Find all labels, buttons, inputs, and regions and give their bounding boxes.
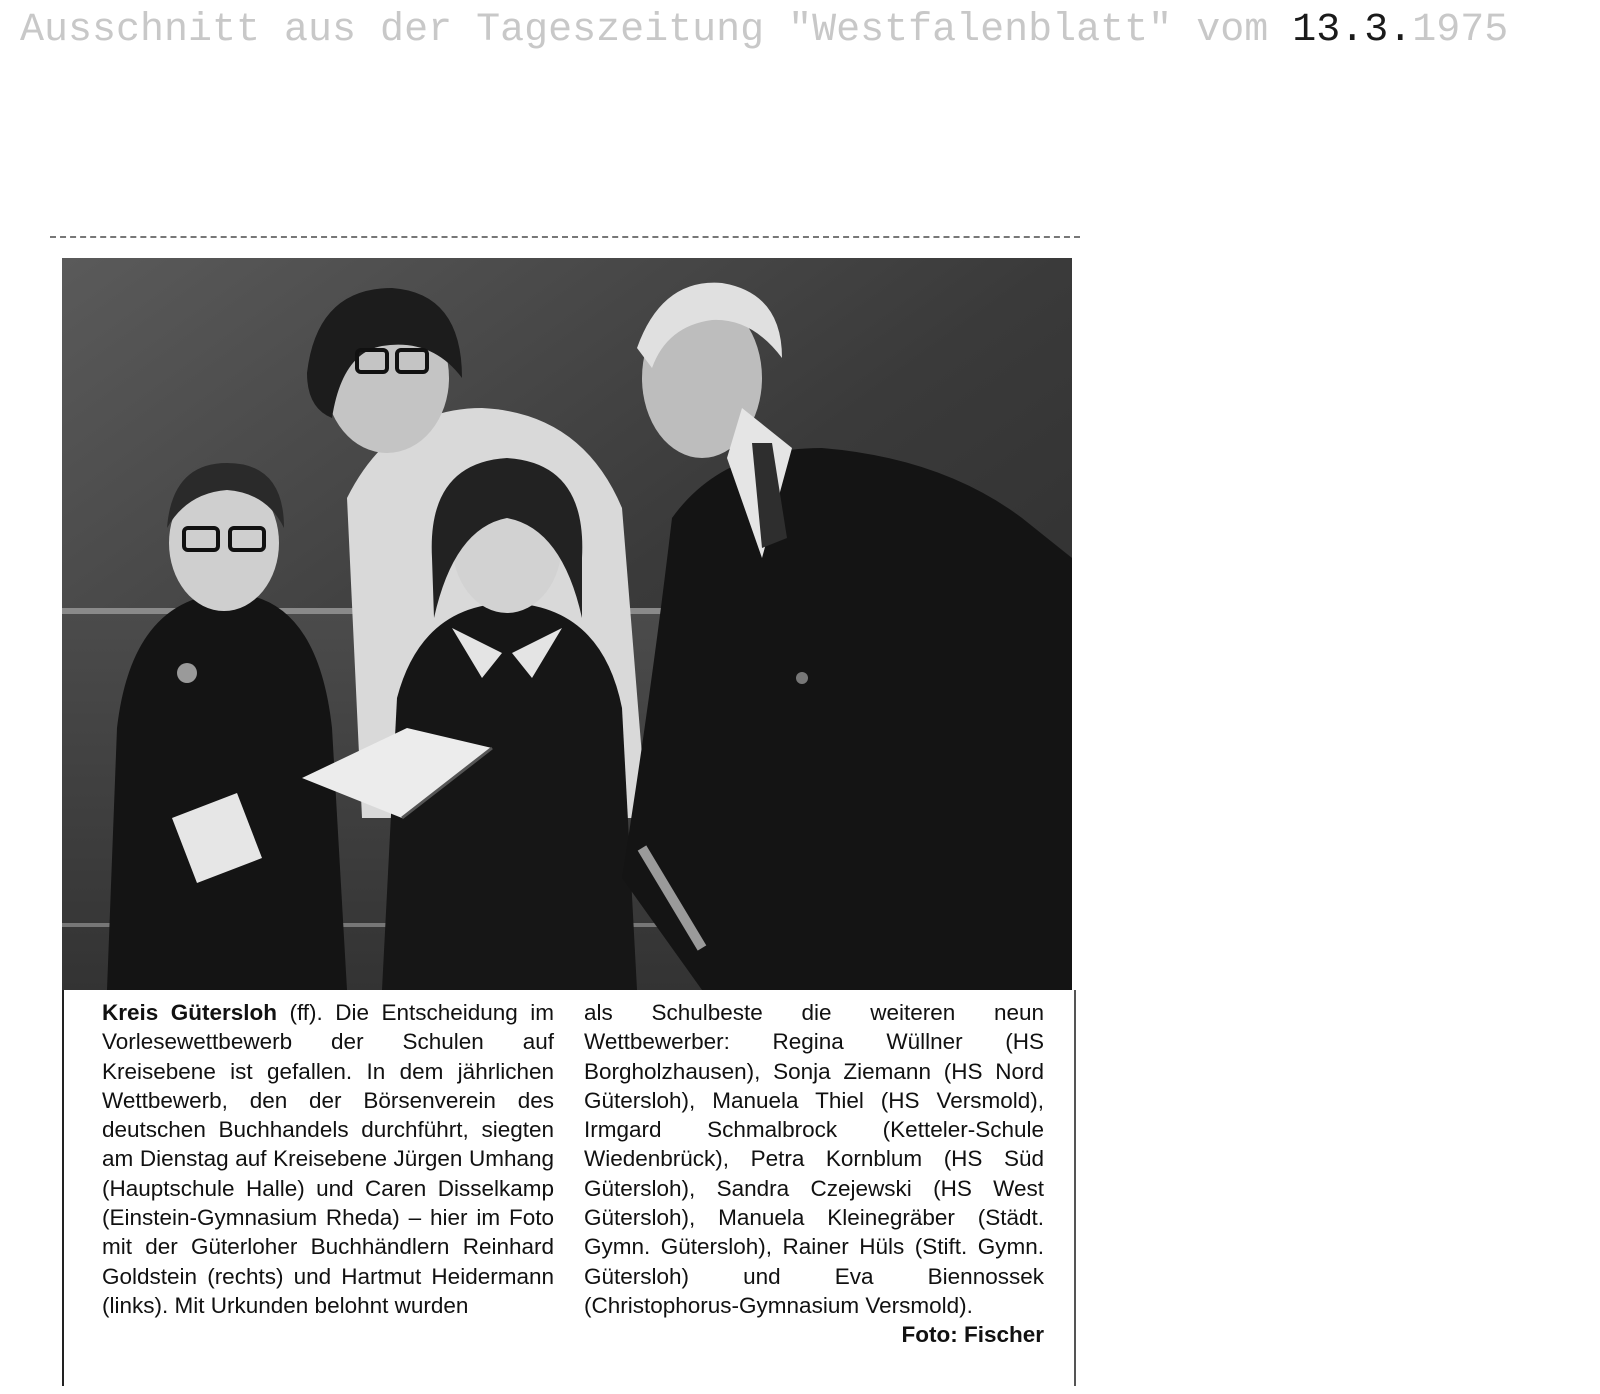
archive-header-text: Ausschnitt aus der Tageszeitung "Westfalenblatt" vom [20, 8, 1269, 53]
archive-header-year: 1975 [1412, 8, 1509, 53]
article-left-text: (ff). Die Entscheidung im Vorlesewettbewerb der Schulen auf Kreisebene ist gefallen. In dem jährlichen Wettbewerb, den der Börsenverein des deutschen Buchhandels durchführt, siegten am Dienstag auf Kreisebene Jürgen Umhang (Hauptschule Halle) und Caren Disselkamp (Einstein-Gymnasium Rheda) – hier im Foto mit der Güterloher Buchhändlern Reinhard Goldstein (rechts) und Hartmut Heidermann (links). Mit Urkunden belohnt wurden [102, 1000, 554, 1318]
article-column-left [102, 998, 554, 1320]
photo-credit: Foto: Fischer [901, 1322, 1044, 1348]
archive-header [20, 8, 1580, 58]
clipping-cut-edge [50, 236, 1080, 238]
article-column-right [584, 998, 1044, 1350]
article-text [62, 990, 1076, 1386]
article-dateline: Kreis Gütersloh [102, 1000, 277, 1025]
archive-header-date: 13.3. [1292, 8, 1413, 53]
article-paragraph-left [102, 998, 554, 1320]
news-photo [62, 258, 1072, 990]
newspaper-clipping [50, 236, 1082, 1388]
article-right-text: als Schulbeste die weiteren neun Wettbewerber: Regina Wüllner (HS Borgholzhausen), Sonja Ziemann (HS Nord Gütersloh), Manuela Thiel (HS Versmold), Irmgard Schmalbrock (Ketteler-Schule Wiedenbrück), Petra Kornblum (HS Süd Gütersloh), Sandra Czejewski (HS West Gütersloh), Manuela Kleinegräber (Städt. Gymn. Gütersloh), Rainer Hüls (Stift. Gymn. Gütersloh) und Eva Biennossek (Christophorus-Gymnasium Versmold). [584, 1000, 1044, 1318]
news-photo-illustration [62, 258, 1072, 990]
